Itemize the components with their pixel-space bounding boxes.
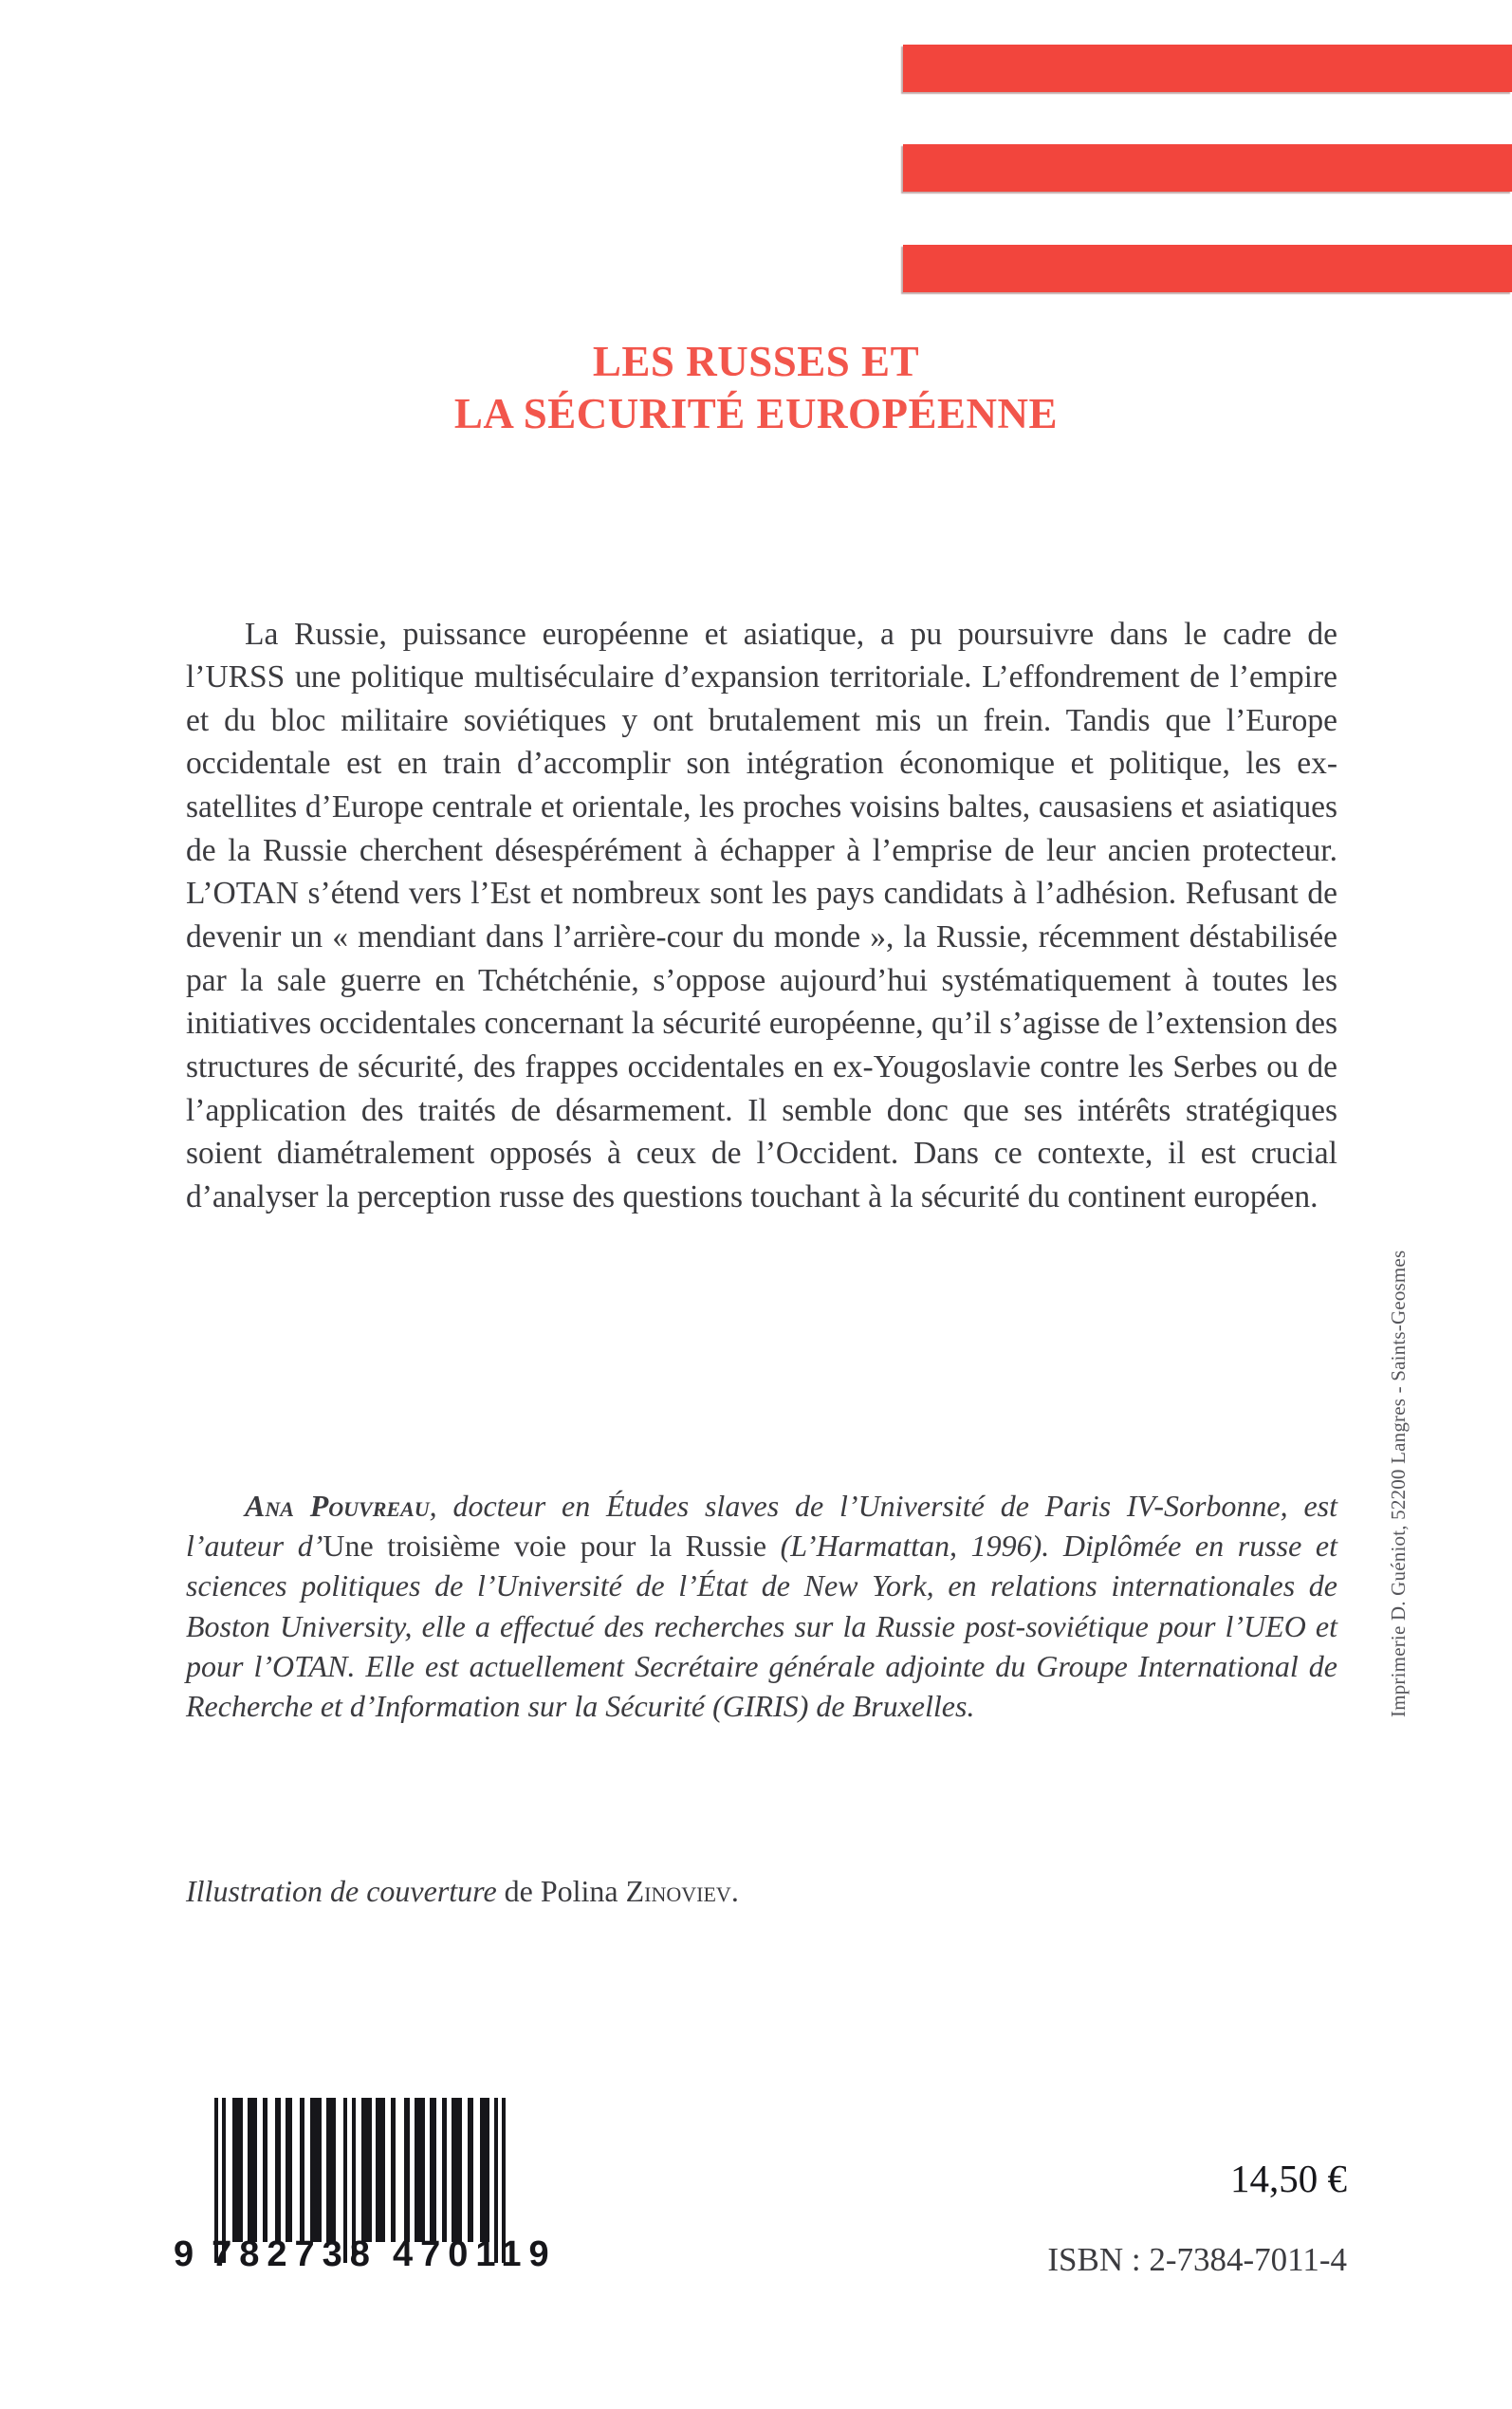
barcode-bars (214, 2098, 509, 2242)
bio-part-1: , docteur en Études slaves de l’Université de Paris IV-Sorbonne, est l’auteur d’ (186, 1489, 1338, 1564)
cited-book-title: Une troisième voie pour la Russie (323, 1529, 767, 1564)
barcode-left-group: 782738 (212, 2234, 378, 2274)
price-label: 14,50 € (1230, 2157, 1347, 2200)
book-title-line-1: LES RUSSES ET (592, 338, 920, 385)
illustrator-name: Zinoviev (625, 1874, 731, 1908)
author-biography (186, 1486, 1337, 1726)
isbn-label: ISBN : 2-7384-7011-4 (1047, 2241, 1347, 2278)
printer-imprint: Imprimerie D. Guéniot, 52200 Langres - Saints-Geosmes (1387, 1250, 1410, 1717)
author-first-name: Ana (245, 1489, 310, 1523)
back-cover-blurb: La Russie, puissance européenne et asiatique, a pu poursuivre dans le cadre de l’URSS une politique multiséculaire d’expansion territoriale. L’effondrement de l’empire et du bloc militaire soviétiques y ont brutalement mis un frein. Tandis que l’Europe occidentale est en train d’accomplir son intégration économique et politique, les ex-satellites d’Europe centrale et orientale, les proches voisins baltes, causasiens et asiatiques de la Russie cherchent désespérément à échapper à l’emprise de leur ancien protecteur. L’OTAN s’étend vers l’Est et nombreux sont les pays candidats à l’adhésion. Refusant de devenir un « mendiant dans l’arrière-cour du monde », la Russie, récemment déstabilisée par la sale guerre en Tchétchénie, s’oppose aujourd’hui systématiquement à toutes les initiatives occidentales concernant la sécurité européenne, qu’il s’agisse de l’extension des structures de sécurité, des frappes occidentales en ex-Yougoslavie contre les Serbes ou de l’application des traités de désarmement. Il semble donc que ses intérêts stratégiques soient diamétralement opposés à ceux de l’Occident. Dans ce contexte, il est crucial d’analyser la perception russe des questions touchant à la sécurité du continent européen. (186, 616, 1337, 1215)
bio-part-2: (L’Harmattan, 1996). Diplômée en russe et sciences politiques (186, 1529, 1338, 1603)
red-bar-middle (903, 144, 1512, 192)
illustration-credit (186, 1872, 1229, 1912)
barcode-right-group: 470119 (392, 2234, 557, 2274)
ean13-barcode (174, 2098, 557, 2297)
barcode-lead-digit: 9 (174, 2234, 195, 2274)
book-title (0, 336, 1512, 440)
illustration-credit-period: . (730, 1874, 739, 1908)
barcode-digits (174, 2234, 557, 2275)
red-bar-bottom (903, 245, 1512, 292)
illustration-credit-label: Illustration de couverture (186, 1874, 497, 1908)
bio-part-3: de l’Université de l’État de New York, en relations internationales de Boston University, elle a effectué des recherches sur la Russie post-soviétique pour l’UEO et pour l’OTAN. Elle est actuellement Secrétaire générale adjointe du Groupe International de Recherche et d’Information sur la Sécurité (GIRIS) de Bruxelles. (186, 1568, 1338, 1724)
illustration-credit-connector: de Polina (496, 1874, 626, 1908)
red-bar-top (903, 45, 1512, 92)
author-last-name: Pouvreau (309, 1489, 430, 1523)
book-title-line-2: LA SÉCURITÉ EUROPÉENNE (453, 389, 1059, 437)
